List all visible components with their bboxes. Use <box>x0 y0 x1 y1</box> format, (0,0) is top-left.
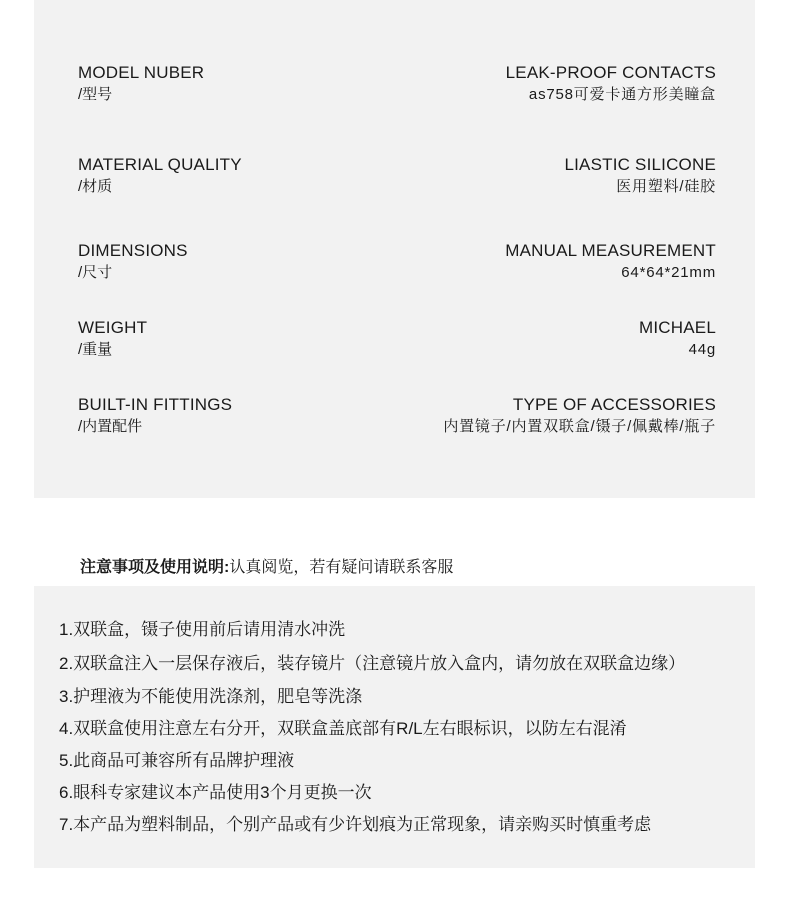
spec-row-fittings <box>78 394 716 440</box>
note-item: 7.本产品为塑料制品，个别产品或有少许划痕为正常现象，请亲购买时慎重考虑 <box>59 815 652 834</box>
spec-label-cn: /型号 <box>78 86 113 103</box>
spec-label <box>78 394 232 438</box>
spec-label-cn: /材质 <box>78 178 113 195</box>
spec-value-cn: 44g <box>688 341 716 358</box>
spec-value-en: LIASTIC SILICONE <box>564 155 716 174</box>
note-item: 2.双联盒注入一层保存液后，装存镜片（注意镜片放入盒内，请勿放在双联盒边缘） <box>59 654 686 673</box>
spec-value <box>506 62 716 106</box>
spec-row-model <box>78 62 716 108</box>
spec-value <box>443 394 716 438</box>
spec-row-weight <box>78 317 716 363</box>
spec-label-en: MATERIAL QUALITY <box>78 155 242 174</box>
spec-value-en: TYPE OF ACCESSORIES <box>512 395 716 414</box>
spec-value <box>505 240 716 284</box>
spec-value-en: MICHAEL <box>639 318 716 337</box>
spec-label-en: DIMENSIONS <box>78 241 188 260</box>
notice-title: 注意事项及使用说明: <box>80 559 230 576</box>
note-item: 3.护理液为不能使用洗涤剂，肥皂等洗涤 <box>59 687 363 706</box>
spec-label-en: WEIGHT <box>78 318 148 337</box>
note-item: 1.双联盒，镊子使用前后请用清水冲洗 <box>59 620 346 639</box>
spec-value-cn: 医用塑料/硅胶 <box>616 178 716 195</box>
notice-heading <box>80 556 453 580</box>
spec-value-cn: 64*64*21mm <box>621 264 716 281</box>
spec-label-en: BUILT-IN FITTINGS <box>78 395 233 414</box>
spec-label <box>78 154 242 198</box>
note-item: 6.眼科专家建议本产品使用3个月更换一次 <box>59 783 372 802</box>
spec-label-cn: /重量 <box>78 341 113 358</box>
spec-label <box>78 240 188 284</box>
spec-label <box>78 62 204 106</box>
spec-label-en: MODEL NUBER <box>78 63 205 82</box>
spec-value-en: LEAK-PROOF CONTACTS <box>505 63 716 82</box>
spec-value-cn: as758可爱卡通方形美瞳盒 <box>528 86 716 103</box>
spec-label-cn: /尺寸 <box>78 264 113 281</box>
spec-value-cn: 内置镜子/内置双联盒/镊子/佩戴棒/瓶子 <box>443 418 716 435</box>
spec-value <box>639 317 716 361</box>
notice-subtitle: 认真阅览，若有疑问请联系客服 <box>229 559 454 576</box>
spec-value <box>564 154 716 198</box>
spec-row-material <box>78 154 716 200</box>
spec-label-cn: /内置配件 <box>78 418 143 435</box>
spec-value-en: MANUAL MEASUREMENT <box>505 241 716 260</box>
spec-label <box>78 317 147 361</box>
note-item: 4.双联盒使用注意左右分开，双联盒盖底部有R/L左右眼标识，以防左右混淆 <box>59 719 627 738</box>
spec-row-dimensions <box>78 240 716 286</box>
note-item: 5.此商品可兼容所有品牌护理液 <box>59 751 295 770</box>
